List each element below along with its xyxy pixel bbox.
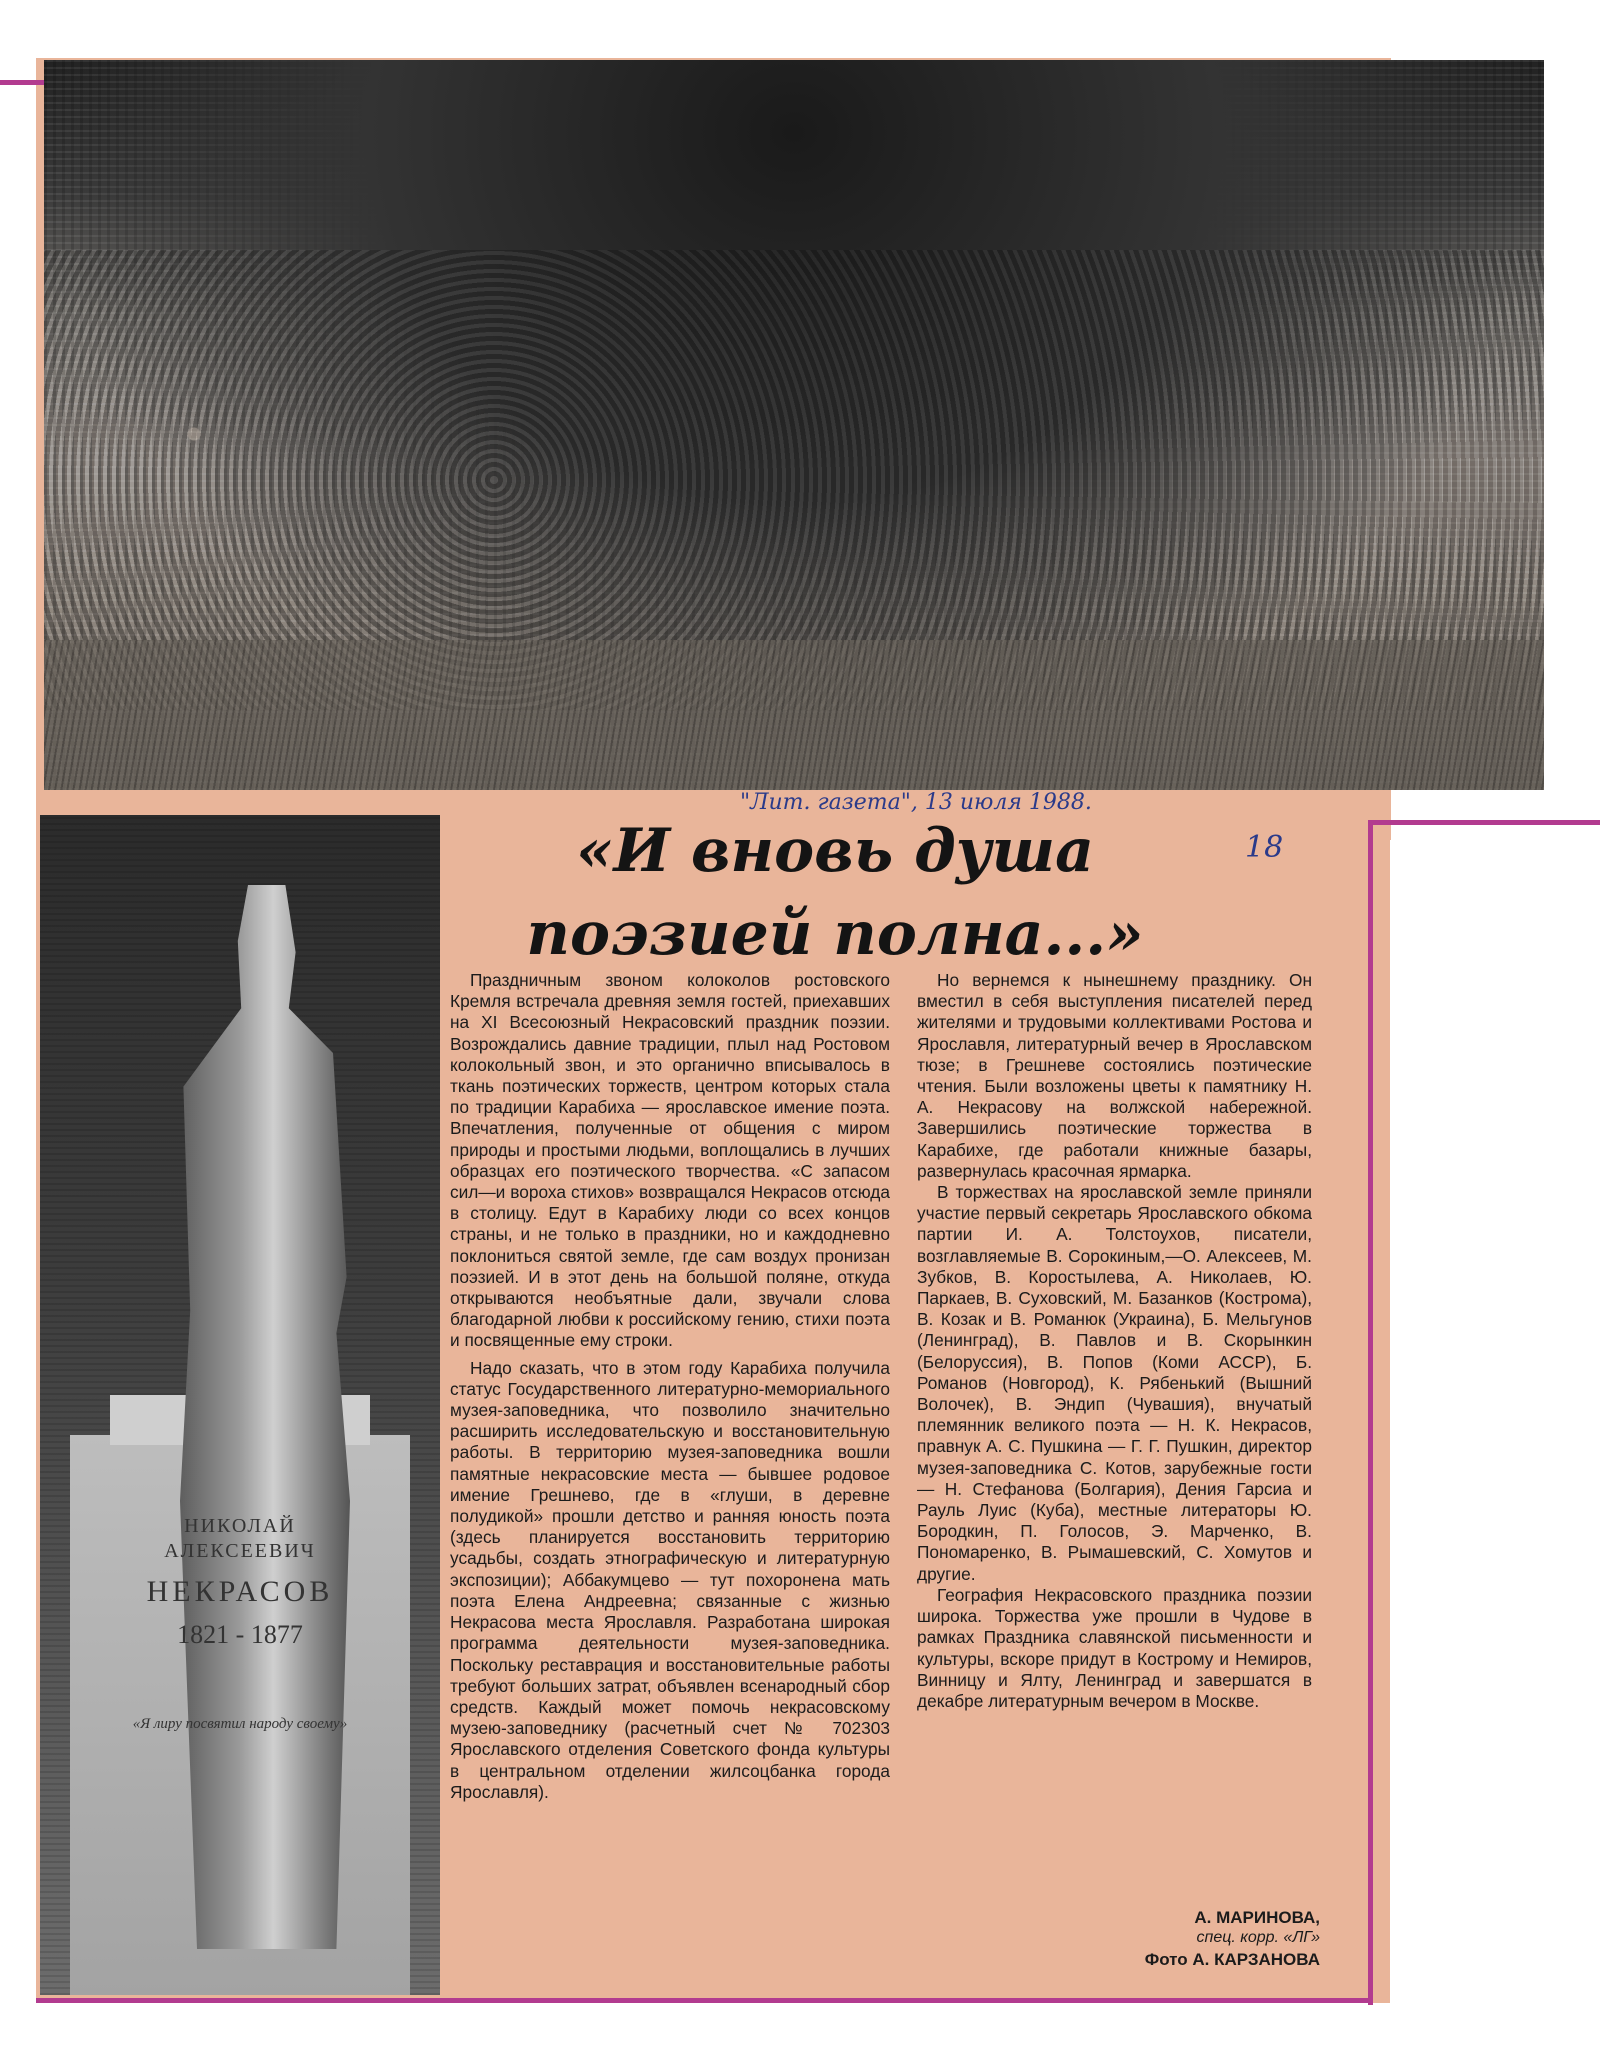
article-paragraph: Надо сказать, что в этом году Карабиха получила статус Государственного литературно-мемориального музея-заповедника, что позволило значительно расширить исследовательскую и восстановительную работы. В территорию музея-заповедника вошли памятные некрасовские места — бывшее родовое имение Грешнево, где в «глуши, в деревне полудикой» прошли детство и ранняя юность поэта (здесь планируется восстановить территорию усадьбы, создать этнографическую и литературную экспозиции); Аббакумцево — тут похоронена мать поэта Елена Андреевна; связанные с жизнью Некрасова места Ярославля. Разработана широкая программа деятельности музея-заповедника. Поскольку реставрация и восстановительные работы требуют больших затрат, объявлен всенародный сбор средств. Каждый может помочь некрасовскому музею-заповеднику (расчетный счет № 702303 Ярославского отделения Советского фонда культуры в центральном отделении жилсоцбанка города Ярославля). (450, 1357, 890, 1802)
clipping-cutout (1390, 840, 1600, 2050)
grass-texture (44, 640, 1544, 790)
author-signature: А. МАРИНОВА, (1194, 1908, 1320, 1927)
headline-line2: поэзией полна...» (526, 899, 1144, 969)
nekrasov-statue (180, 885, 350, 1995)
crowd-photo (44, 60, 1544, 790)
article-paragraph: В торжествах на ярославской земле приняли участие первый секретарь Ярославского обкома партии И. А. Толстоухов, писатели, возглавляемые В. Сорокиным,—О. Алексеев, М. Зубков, В. Коростылева, А. Николаев, Ю. Паркаев, В. Суховский, М. Базанков (Кострома), В. Козак и В. Романюк (Украина), Б. Мельгунов (Ленинград), В. Павлов и В. Скорынкин (Белоруссия), В. Попов (Коми АССР), Б. Романов (Новгород), К. Рябенький (Вышний Волочек), В. Эндип (Чувашия), внучатый племянник великого поэта — Н. К. Некрасов, правнук А. С. Пушкина — Г. Г. Пушкин, директор музея-заповедника С. Котов, зарубежные гости — Н. Стефанова (Болгария), Дения Гарсиа и Рауль Луис (Куба), местные литераторы Ю. Бородкин, П. Голосов, Э. Марченко, В. Пономаренко, В. Рымашевский, С. Хомутов и другие. (917, 1182, 1312, 1584)
monument-photo (40, 815, 440, 1995)
article-paragraph: Но вернемся к нынешнему празднику. Он вместил в себя выступления писателей перед жителями и трудовыми коллективами Ростова и Ярославля, литературный вечер в Ярославском тюзе; в Грешневе состоялись поэтические чтения. Были возложены цветы к памятнику Н. А. Некрасову на волжской набережной. Завершились поэтические торжества в Карабихе, где работали книжные базары, развернулась красочная ярмарка. (917, 970, 1312, 1181)
monument-years: 1821 - 1877 (177, 1620, 303, 1649)
border-notch (1368, 820, 1600, 825)
monument-name1: НИКОЛАЙ (184, 1515, 296, 1537)
monument-surname: НЕКРАСОВ (146, 1575, 334, 1608)
article-column-1 (450, 970, 890, 1803)
border-right-top (1368, 820, 1373, 2005)
handwritten-source-note: "Лит. газета", 13 июля 1988. (740, 790, 1092, 815)
monument-name2: АЛЕКСЕЕВИЧ (164, 1540, 316, 1562)
photo-credit: Фото А. КАРЗАНОВА (1144, 1950, 1320, 1969)
border-bottom (36, 1998, 1373, 2003)
headline-line1: «И вновь душа (575, 816, 1095, 886)
article-column-2 (917, 970, 1312, 1712)
border-top-left (0, 80, 44, 85)
article-paragraph: Праздничным звоном колоколов ростовского Кремля встречала древняя земля гостей, приехавших на XI Всесоюзный Некрасовский праздник поэзии. Возрождались давние традиции, плыл над Ростовом колокольный звон, и это органично вписывалось в ткань поэтических торжеств, центром которых стала по традиции Карабиха — ярославское имение поэта. Впечатления, полученные от общения с миром природы и простыми людьми, воплощались в лучших образцах его поэтического творчества. «С запасом сил—и вороха стихов» возвращался Некрасов отсюда в столицу. Едут в Карабиху люди со всех концов страны, и не только в праздники, но и каждодневно поклониться святой земле, где сам воздух пронизан поэзией. И в этот день на большой поляне, откуда открываются необъятные дали, звучали слова благодарной любви к российскому гению, стихи поэта и посвященные ему строки. (450, 970, 890, 1351)
author-role: спец. корр. «ЛГ» (1196, 1929, 1320, 1946)
article-paragraph: География Некрасовского праздника поэзии широка. Торжества уже прошли в Чудове в рамках Праздника славянской письменности и культуры, вскоре придут в Кострому и Немиров, Винницу и Ялту, Ленинград и завершатся в декабре литературным вечером в Москве. (917, 1584, 1312, 1711)
handwritten-page-number: 18 (1245, 830, 1284, 865)
monument-quote: «Я лиру посвятил народу своему» (132, 1716, 348, 1732)
